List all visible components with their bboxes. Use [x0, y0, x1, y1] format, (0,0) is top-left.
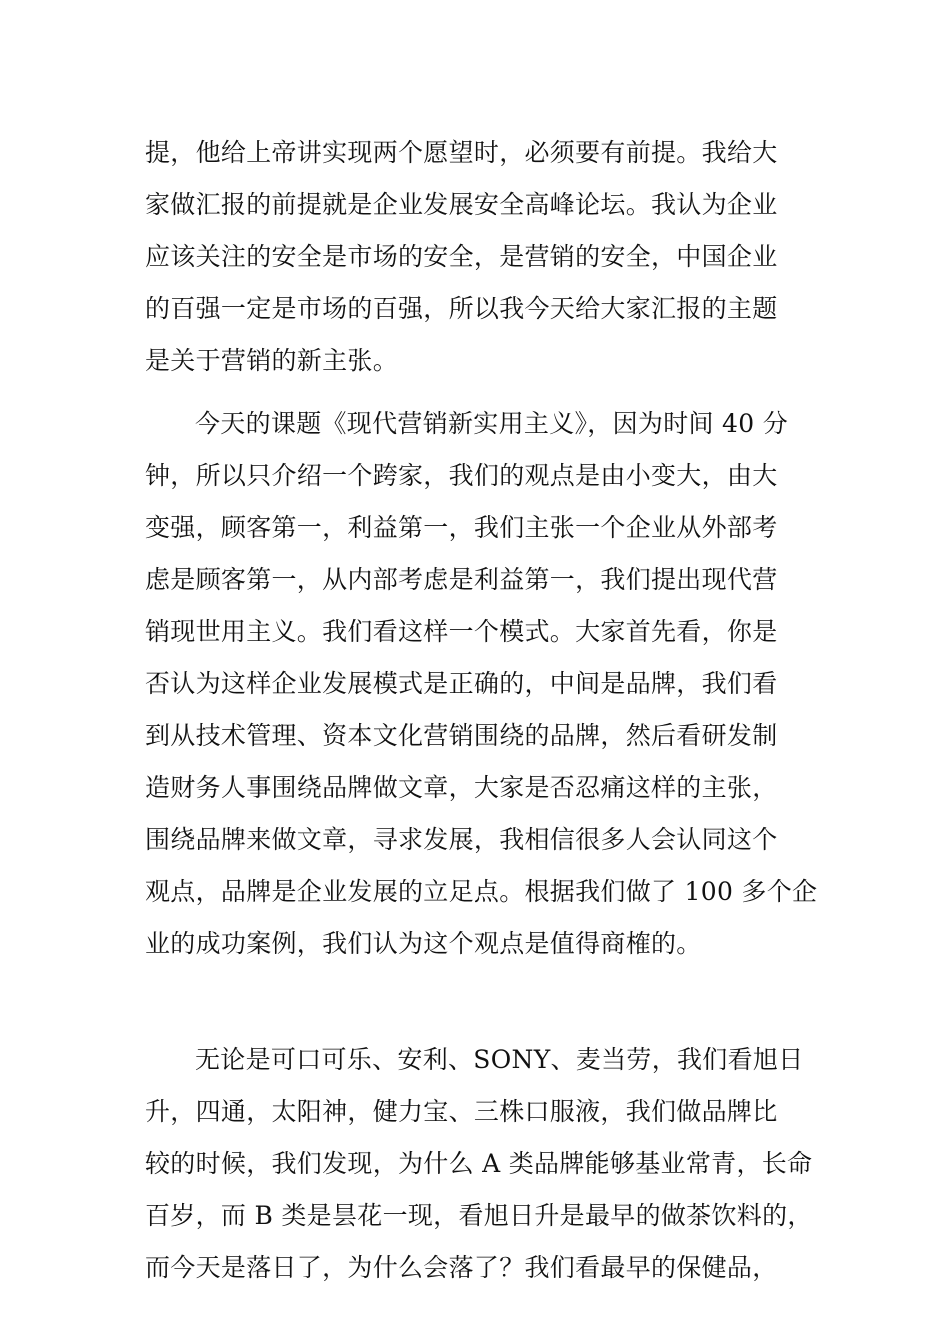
text-line: 的百强一定是市场的百强，所以我今天给大家汇报的主题 — [145, 294, 778, 323]
text-line: 家做汇报的前提就是企业发展安全高峰论坛。我认为企业 — [145, 190, 778, 219]
text-line: 虑是顾客第一，从内部考虑是利益第一，我们提出现代营 — [145, 565, 778, 594]
text-line: 较的时候，我们发现，为什么 A 类品牌能够基业常青，长命 — [145, 1149, 813, 1178]
text-line: 观点，品牌是企业发展的立足点。根据我们做了 100 多个企 — [145, 877, 818, 906]
text-line: 围绕品牌来做文章，寻求发展，我相信很多人会认同这个 — [145, 825, 778, 854]
paragraph-1 — [145, 127, 815, 387]
text-line: 而今天是落日了，为什么会落了？我们看最早的保健品， — [145, 1253, 778, 1282]
text-line: 提，他给上帝讲实现两个愿望时，必须要有前提。我给大 — [145, 138, 778, 167]
text-line: 是关于营销的新主张。 — [145, 346, 399, 375]
text-line: 到从技术管理、资本文化营销围绕的品牌，然后看研发制 — [145, 721, 778, 750]
text-line: 应该关注的安全是市场的安全，是营销的安全，中国企业 — [145, 242, 778, 271]
text-line: 升，四通，太阳神，健力宝、三株口服液，我们做品牌比 — [145, 1097, 778, 1126]
text-line: 造财务人事围绕品牌做文章，大家是否忍痛这样的主张， — [145, 773, 778, 802]
paragraph-3 — [145, 1034, 815, 1294]
text-line: 业的成功案例，我们认为这个观点是值得商榷的。 — [145, 929, 702, 958]
text-line: 变强，顾客第一，利益第一，我们主张一个企业从外部考 — [145, 513, 778, 542]
text-line: 百岁，而 B 类是昙花一现，看旭日升是最早的做茶饮料的， — [145, 1201, 813, 1230]
text-line: 今天的课题《现代营销新实用主义》，因为时间 40 分 — [195, 409, 789, 438]
text-line: 否认为这样企业发展模式是正确的，中间是品牌，我们看 — [145, 669, 778, 698]
paragraph-2 — [145, 398, 818, 970]
text-line: 销现世用主义。我们看这样一个模式。大家首先看，你是 — [145, 617, 778, 646]
text-line: 钟，所以只介绍一个跨家，我们的观点是由小变大，由大 — [145, 461, 778, 490]
text-line: 无论是可口可乐、安利、SONY、麦当劳，我们看旭日 — [195, 1045, 804, 1074]
